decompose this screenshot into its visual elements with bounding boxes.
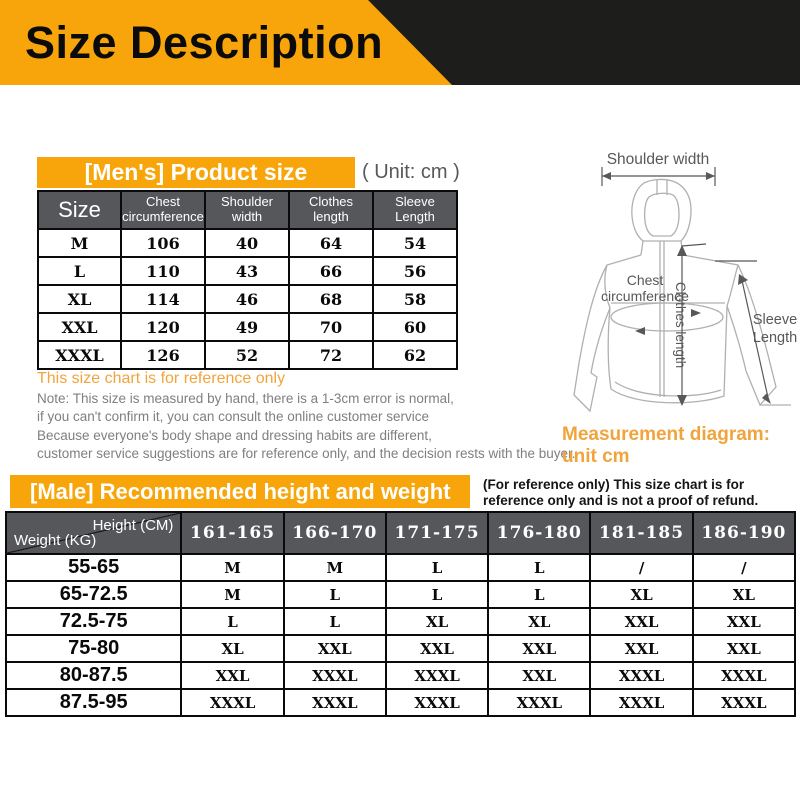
value-cell: 54 xyxy=(373,229,457,257)
value-cell: 46 xyxy=(205,285,289,313)
value-cell: 58 xyxy=(373,285,457,313)
height-weight-table xyxy=(5,511,796,717)
mens-section-header: [Men's] Product size xyxy=(37,157,355,188)
value-cell: 110 xyxy=(121,257,205,285)
value-cell: 56 xyxy=(373,257,457,285)
size-cell: XXXL xyxy=(386,662,488,689)
reference-note: This size chart is for reference only xyxy=(37,370,286,387)
weight-range-cell: 75-80 xyxy=(6,635,181,662)
male-table-header-row xyxy=(6,512,795,554)
size-cell: XXL xyxy=(488,662,590,689)
weight-range-cell: 55-65 xyxy=(6,554,181,581)
col-header-clothes: Clothes length xyxy=(289,191,373,229)
table-row xyxy=(6,581,795,608)
table-row xyxy=(38,313,457,341)
size-cell: XL xyxy=(181,635,283,662)
size-cell: XXXL xyxy=(181,689,283,716)
size-cell: XL xyxy=(693,581,795,608)
table-row xyxy=(6,608,795,635)
height-range-header: 176-180 xyxy=(488,512,590,554)
size-cell: XXXL xyxy=(590,662,692,689)
disclaimer-line: (For reference only) This size chart is for xyxy=(483,477,745,492)
value-cell: 49 xyxy=(205,313,289,341)
size-cell: L xyxy=(488,581,590,608)
table-row xyxy=(6,635,795,662)
clothes-length-label: Clothes length xyxy=(673,281,688,369)
size-cell: L xyxy=(284,581,386,608)
col-header-size: Size xyxy=(38,191,121,229)
male-section-header: [Male] Recommended height and weight xyxy=(10,475,470,508)
col-header-shoulder: Shoulder width xyxy=(205,191,289,229)
height-axis-label: Height (CM) xyxy=(92,517,174,534)
value-cell: 72 xyxy=(289,341,373,369)
refund-disclaimer xyxy=(483,477,763,508)
size-cell: L xyxy=(488,554,590,581)
page-title: Size Description xyxy=(25,16,384,68)
note-line: customer service suggestions are for reference only, and the decision rests with the buyer. xyxy=(37,446,576,462)
size-cell: XL xyxy=(386,608,488,635)
size-cell: XXL xyxy=(386,635,488,662)
mens-size-table xyxy=(37,190,458,370)
size-cell: L xyxy=(386,581,488,608)
size-cell: XXXL xyxy=(284,689,386,716)
table-row xyxy=(38,341,457,369)
size-label-cell: XL xyxy=(38,285,121,313)
height-range-header: 161-165 xyxy=(181,512,283,554)
value-cell: 114 xyxy=(121,285,205,313)
height-range-header: 181-185 xyxy=(590,512,692,554)
note-line: Because everyone's body shape and dressing habits are different, xyxy=(37,427,432,443)
sleeve-label-line1: Sleeve xyxy=(752,312,798,328)
note-line: Note: This size is measured by hand, there is a 1-3cm error is normal, xyxy=(37,391,454,406)
size-cell: XXXL xyxy=(488,689,590,716)
weight-range-cell: 72.5-75 xyxy=(6,608,181,635)
size-cell: XL xyxy=(590,581,692,608)
weight-axis-label: Weight (KG) xyxy=(14,532,97,549)
value-cell: 120 xyxy=(121,313,205,341)
value-cell: 66 xyxy=(289,257,373,285)
jacket-measurement-diagram xyxy=(545,145,800,445)
shoulder-width-label: Shoulder width xyxy=(606,151,710,168)
col-header-chest: Chest circumference xyxy=(121,191,205,229)
disclaimer-line: reference only and is not a proof of refund. xyxy=(483,492,759,508)
height-range-header: 171-175 xyxy=(386,512,488,554)
size-cell: XXL xyxy=(181,662,283,689)
size-label-cell: XXXL xyxy=(38,341,121,369)
col-header-sleeve: Sleeve Length xyxy=(373,191,457,229)
value-cell: 62 xyxy=(373,341,457,369)
chest-label-line2: circumference xyxy=(601,288,689,304)
unit-label: ( Unit: cm ) xyxy=(362,161,460,183)
value-cell: 68 xyxy=(289,285,373,313)
size-cell: XXXL xyxy=(693,689,795,716)
size-cell: L xyxy=(386,554,488,581)
value-cell: 70 xyxy=(289,313,373,341)
size-label-cell: M xyxy=(38,229,121,257)
height-range-header: 166-170 xyxy=(284,512,386,554)
table-row xyxy=(38,285,457,313)
size-label-cell: XXL xyxy=(38,313,121,341)
size-cell: XXL xyxy=(488,635,590,662)
table-row xyxy=(6,662,795,689)
value-cell: 106 xyxy=(121,229,205,257)
note-line: if you can't confirm it, you can consult the online customer service xyxy=(37,409,430,425)
value-cell: 40 xyxy=(205,229,289,257)
size-cell: XXL xyxy=(693,635,795,662)
mens-table-header-row xyxy=(38,191,457,229)
table-row xyxy=(6,689,795,716)
chest-label-line1: Chest xyxy=(626,272,664,288)
weight-range-cell: 65-72.5 xyxy=(6,581,181,608)
size-cell: XL xyxy=(488,608,590,635)
size-label-cell: L xyxy=(38,257,121,285)
size-cell: XXL xyxy=(693,608,795,635)
size-cell: L xyxy=(181,608,283,635)
size-cell: XXXL xyxy=(590,689,692,716)
value-cell: 64 xyxy=(289,229,373,257)
size-cell: XXL xyxy=(284,635,386,662)
height-range-header: 186-190 xyxy=(693,512,795,554)
table-row xyxy=(38,229,457,257)
size-cell: / xyxy=(590,554,692,581)
corner-header-cell xyxy=(6,512,181,554)
size-cell: XXXL xyxy=(284,662,386,689)
measurement-notes xyxy=(37,390,576,464)
value-cell: 126 xyxy=(121,341,205,369)
jacket-line-art xyxy=(545,145,800,445)
value-cell: 60 xyxy=(373,313,457,341)
size-cell: M xyxy=(181,554,283,581)
table-row xyxy=(38,257,457,285)
size-cell: M xyxy=(284,554,386,581)
value-cell: 43 xyxy=(205,257,289,285)
size-cell: XXL xyxy=(590,635,692,662)
value-cell: 52 xyxy=(205,341,289,369)
diagram-caption: Measurement diagram: unit cm xyxy=(562,424,771,467)
weight-range-cell: 87.5-95 xyxy=(6,689,181,716)
banner xyxy=(0,0,800,85)
table-row xyxy=(6,554,795,581)
size-cell: L xyxy=(284,608,386,635)
size-cell: / xyxy=(693,554,795,581)
size-cell: XXXL xyxy=(386,689,488,716)
size-cell: M xyxy=(181,581,283,608)
weight-range-cell: 80-87.5 xyxy=(6,662,181,689)
size-cell: XXXL xyxy=(693,662,795,689)
size-cell: XXL xyxy=(590,608,692,635)
sleeve-label-line2: Length xyxy=(752,330,798,346)
